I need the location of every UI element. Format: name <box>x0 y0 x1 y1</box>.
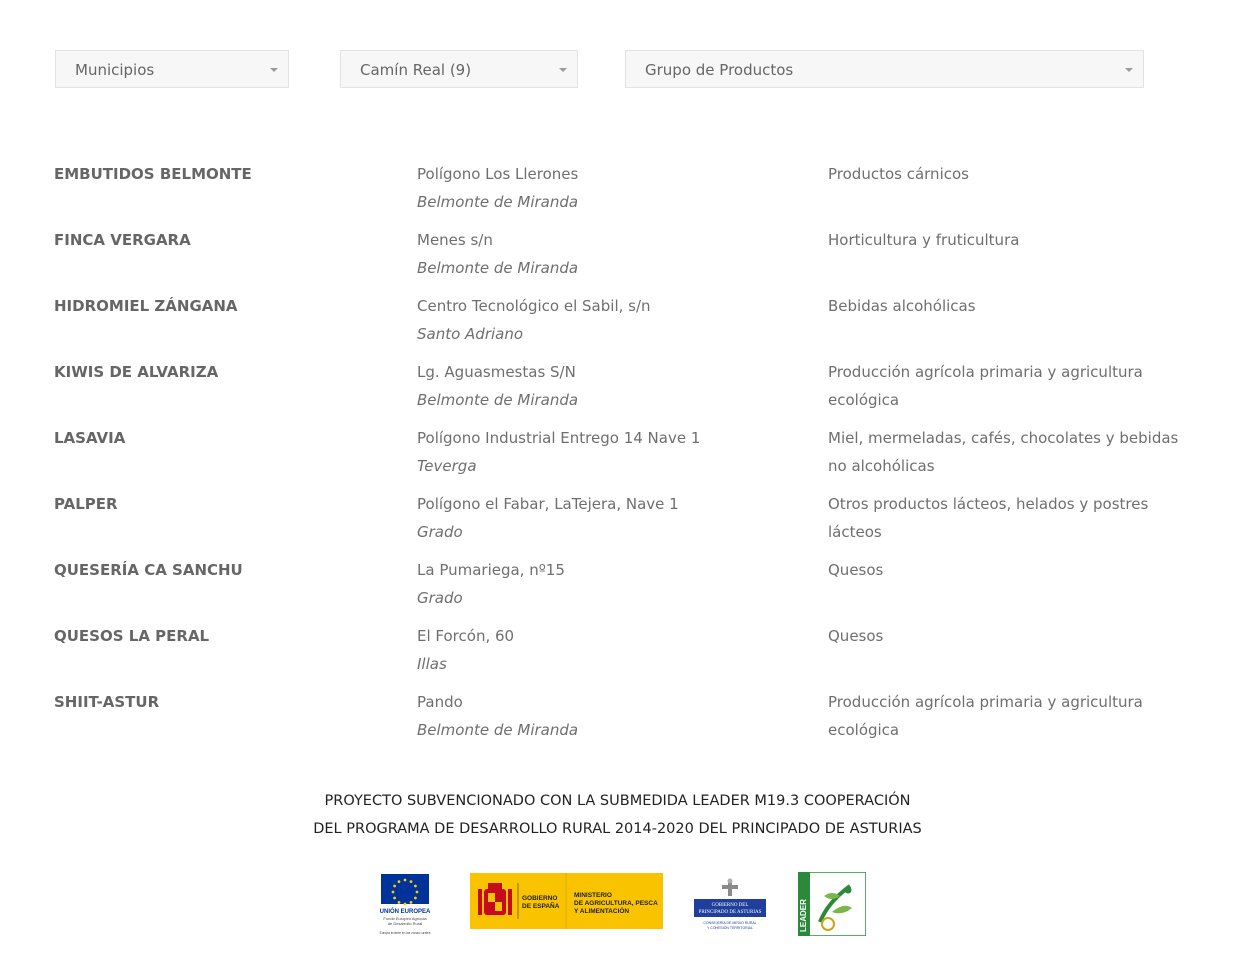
producer-address-block <box>417 688 578 744</box>
producer-town: Santo Adriano <box>417 325 524 343</box>
producer-address-block <box>417 160 578 216</box>
producer-category: Productos cárnicos <box>828 165 969 183</box>
eu-title: UNIÓN EUROPEA <box>379 909 431 915</box>
producer-town: Teverga <box>417 457 477 475</box>
producer-address: Polígono Industrial Entrego 14 Nave 1 <box>417 429 701 447</box>
funding-notice-line-1: PROYECTO SUBVENCIONADO CON LA SUBMEDIDA LEADER M19.3 COOPERACIÓN <box>324 793 911 809</box>
chevron-down-icon <box>270 68 278 72</box>
producer-category: Quesos <box>828 561 884 579</box>
eu-subtitle-1: Fondo Europeo Agrícola <box>383 916 427 921</box>
producer-name[interactable]: PALPER <box>54 495 118 513</box>
leader-logo <box>798 872 866 936</box>
chevron-down-icon <box>559 68 567 72</box>
ruta-select[interactable] <box>340 50 578 88</box>
funding-notice-line-2: DEL PROGRAMA DE DESARROLLO RURAL 2014-2020 DEL PRINCIPADO DE ASTURIAS <box>313 821 922 837</box>
producer-name[interactable]: KIWIS DE ALVARIZA <box>54 363 219 381</box>
producer-category: Producción agrícola primaria y agricultura ecológica <box>828 363 1143 409</box>
producer-category: Quesos <box>828 627 884 645</box>
leader-text: LEADER <box>799 899 808 932</box>
producer-name[interactable]: FINCA VERGARA <box>54 231 191 249</box>
producer-name[interactable]: QUESERÍA CA SANCHU <box>54 561 243 579</box>
producer-name[interactable]: QUESOS LA PERAL <box>54 627 210 645</box>
ministerio-text-1: MINISTERIO <box>574 892 612 899</box>
producer-row <box>0 292 1235 358</box>
producer-address-block <box>417 490 679 546</box>
producer-row <box>0 490 1235 556</box>
producer-address: Pando <box>417 693 463 711</box>
producer-town: Grado <box>417 589 463 607</box>
producer-address: Centro Tecnológico el Sabil, s/n <box>417 297 651 315</box>
producer-town: Illas <box>417 655 447 673</box>
producer-row <box>0 358 1235 424</box>
principado-asturias-logo <box>692 878 768 932</box>
producer-address: Lg. Aguasmestas S/N <box>417 363 576 381</box>
producer-address-block <box>417 622 514 678</box>
gobierno-text-2: DE ESPAÑA <box>522 903 560 910</box>
producer-category: Producción agrícola primaria y agricultura ecológica <box>828 693 1143 739</box>
producer-address-block <box>417 424 700 480</box>
producer-town: Belmonte de Miranda <box>417 193 579 211</box>
eu-subtitle-3: Europa invierte en las zonas rurales <box>379 931 431 935</box>
asturias-text-4: Y COHESIÓN TERRITORIAL <box>707 926 753 930</box>
asturias-text-2: PRINCIPADO DE ASTURIAS <box>698 910 762 915</box>
producer-row <box>0 688 1235 754</box>
funding-notice <box>0 787 1235 843</box>
producer-address: Menes s/n <box>417 231 493 249</box>
asturias-cross-icon <box>722 879 738 897</box>
producer-address-block <box>417 226 578 282</box>
producer-address: El Forcón, 60 <box>417 627 515 645</box>
producer-town: Belmonte de Miranda <box>417 721 579 739</box>
producer-address-block <box>417 292 651 348</box>
eu-feader-logo <box>368 872 442 938</box>
grupo-productos-select-value: Grupo de Productos <box>645 61 794 79</box>
chevron-down-icon <box>1125 68 1133 72</box>
gobierno-text-1: GOBIERNO <box>522 895 558 902</box>
producer-category: Miel, mermeladas, cafés, chocolates y bebidas no alcohólicas <box>828 429 1179 475</box>
producer-row <box>0 424 1235 490</box>
producer-row <box>0 556 1235 622</box>
ministerio-agricultura-logo <box>470 873 663 929</box>
producer-address: Polígono Los Llerones <box>417 165 579 183</box>
producer-address: La Pumariega, nº15 <box>417 561 565 579</box>
municipios-select[interactable] <box>55 50 289 88</box>
producer-name[interactable]: EMBUTIDOS BELMONTE <box>54 165 252 183</box>
producer-name[interactable]: HIDROMIEL ZÁNGANA <box>54 297 238 315</box>
ministerio-text-3: Y ALIMENTACIÓN <box>574 908 630 915</box>
producer-address-block <box>417 556 565 612</box>
producer-category: Otros productos lácteos, helados y postres lácteos <box>828 495 1149 541</box>
ruta-select-value: Camín Real (9) <box>360 61 472 79</box>
producer-town: Belmonte de Miranda <box>417 391 579 409</box>
producer-address-block <box>417 358 578 414</box>
eu-subtitle-2: de Desarrollo Rural <box>387 921 423 926</box>
municipios-select-value: Municipios <box>75 61 155 79</box>
asturias-text-3: CONSEJERÍA DE MEDIO RURAL <box>703 921 757 925</box>
producer-category: Horticultura y fruticultura <box>828 231 1020 249</box>
ministerio-text-2: DE AGRICULTURA, PESCA <box>574 900 658 907</box>
producer-row <box>0 226 1235 292</box>
producer-town: Grado <box>417 523 463 541</box>
asturias-text-1: GOBIERNO DEL <box>711 903 749 908</box>
producer-category: Bebidas alcohólicas <box>828 297 976 315</box>
producer-row <box>0 160 1235 226</box>
producer-address: Polígono el Fabar, LaTejera, Nave 1 <box>417 495 679 513</box>
producer-row <box>0 622 1235 688</box>
producer-name[interactable]: SHIIT-ASTUR <box>54 693 160 711</box>
grupo-productos-select[interactable] <box>625 50 1144 88</box>
producer-name[interactable]: LASAVIA <box>54 429 126 447</box>
producer-town: Belmonte de Miranda <box>417 259 579 277</box>
eu-flag <box>381 874 429 904</box>
